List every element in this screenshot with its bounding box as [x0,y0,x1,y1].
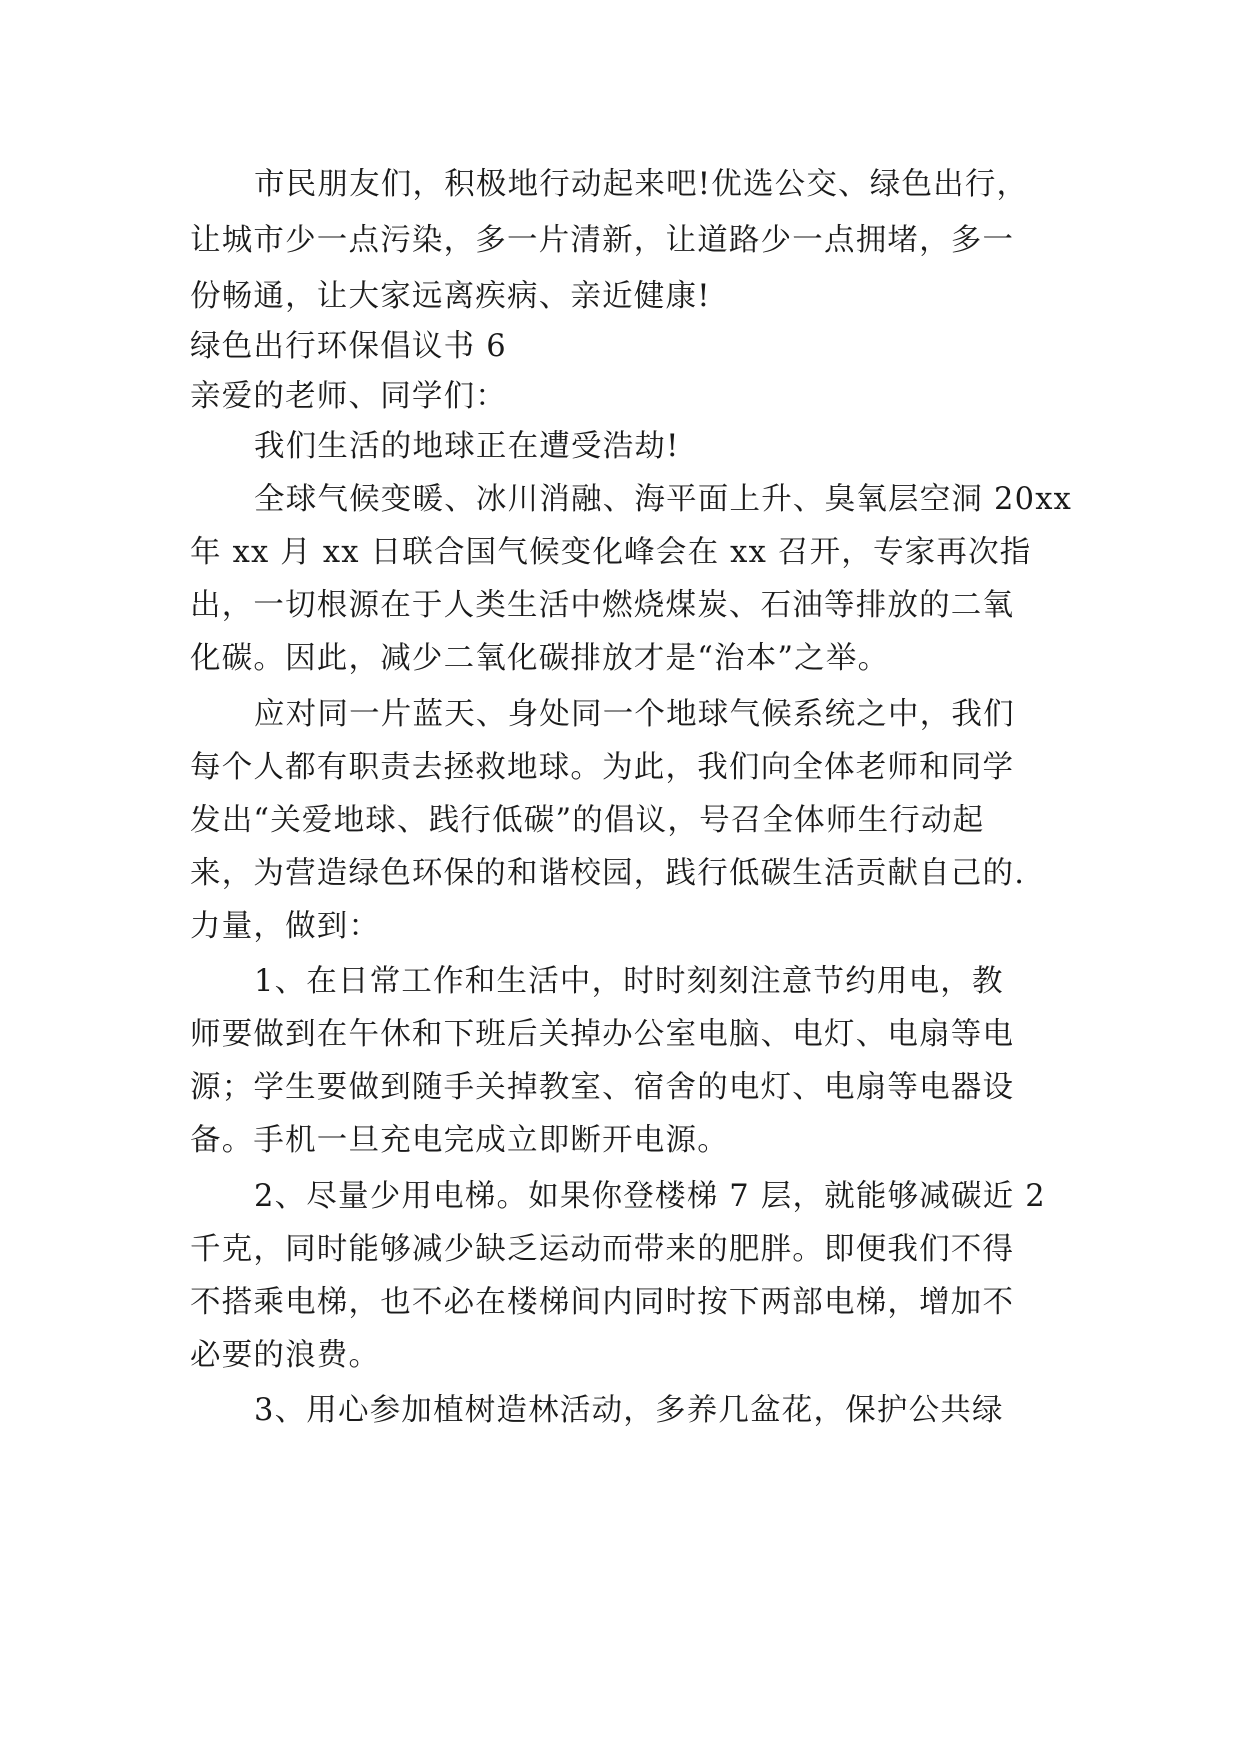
paragraph-line: 来，为营造绿色环保的和谐校园，践行低碳生活贡献自己的. [190,856,1026,891]
paragraph-line: 市民朋友们，积极地行动起来吧!优选公交、绿色出行， [254,167,1029,202]
paragraph-line: 年 xx 月 xx 日联合国气候变化峰会在 xx 召开，专家再次指 [190,535,1032,570]
paragraph-line: 化碳。因此，减少二氧化碳排放才是“治本”之举。 [190,641,890,676]
paragraph-line: 出，一切根源在于人类生活中燃烧煤炭、石油等排放的二氧 [190,588,1015,623]
list-item-line: 3、用心参加植树造林活动，多养几盆花，保护公共绿 [254,1393,1004,1428]
paragraph-line: 我们生活的地球正在遭受浩劫! [254,429,680,464]
paragraph-line: 全球气候变暖、冰川消融、海平面上升、臭氧层空洞 20xx [254,482,1073,517]
paragraph-line: 应对同一片蓝天、身处同一个地球气候系统之中，我们 [254,697,1015,732]
paragraph-line: 源；学生要做到随手关掉教室、宿舍的电灯、电扇等电器设 [190,1070,1015,1105]
salutation: 亲爱的老师、同学们： [190,379,507,414]
section-heading: 绿色出行环保倡议书 6 [190,329,507,364]
paragraph-line: 千克，同时能够减少缺乏运动而带来的肥胖。即便我们不得 [190,1232,1015,1267]
paragraph-line: 师要做到在午休和下班后关掉办公室电脑、电灯、电扇等电 [190,1017,1015,1052]
paragraph-line: 力量，做到： [190,909,381,944]
paragraph-line: 备。手机一旦充电完成立即断开电源。 [190,1123,729,1158]
paragraph-line: 每个人都有职责去拯救地球。为此，我们向全体老师和同学 [190,750,1015,785]
paragraph-line: 份畅通，让大家远离疾病、亲近健康! [190,279,711,314]
paragraph-line: 不搭乘电梯，也不必在楼梯间内同时按下两部电梯，增加不 [190,1285,1015,1320]
paragraph-line: 必要的浪费。 [190,1338,381,1373]
list-item-line: 2、尽量少用电梯。如果你登楼梯 7 层，就能够减碳近 2 [254,1179,1046,1214]
paragraph-line: 让城市少一点污染，多一片清新，让道路少一点拥堵，多一 [190,223,1015,258]
paragraph-line: 发出“关爱地球、践行低碳”的倡议，号召全体师生行动起 [190,803,985,838]
list-item-line: 1、在日常工作和生活中，时时刻刻注意节约用电，教 [254,964,1004,999]
